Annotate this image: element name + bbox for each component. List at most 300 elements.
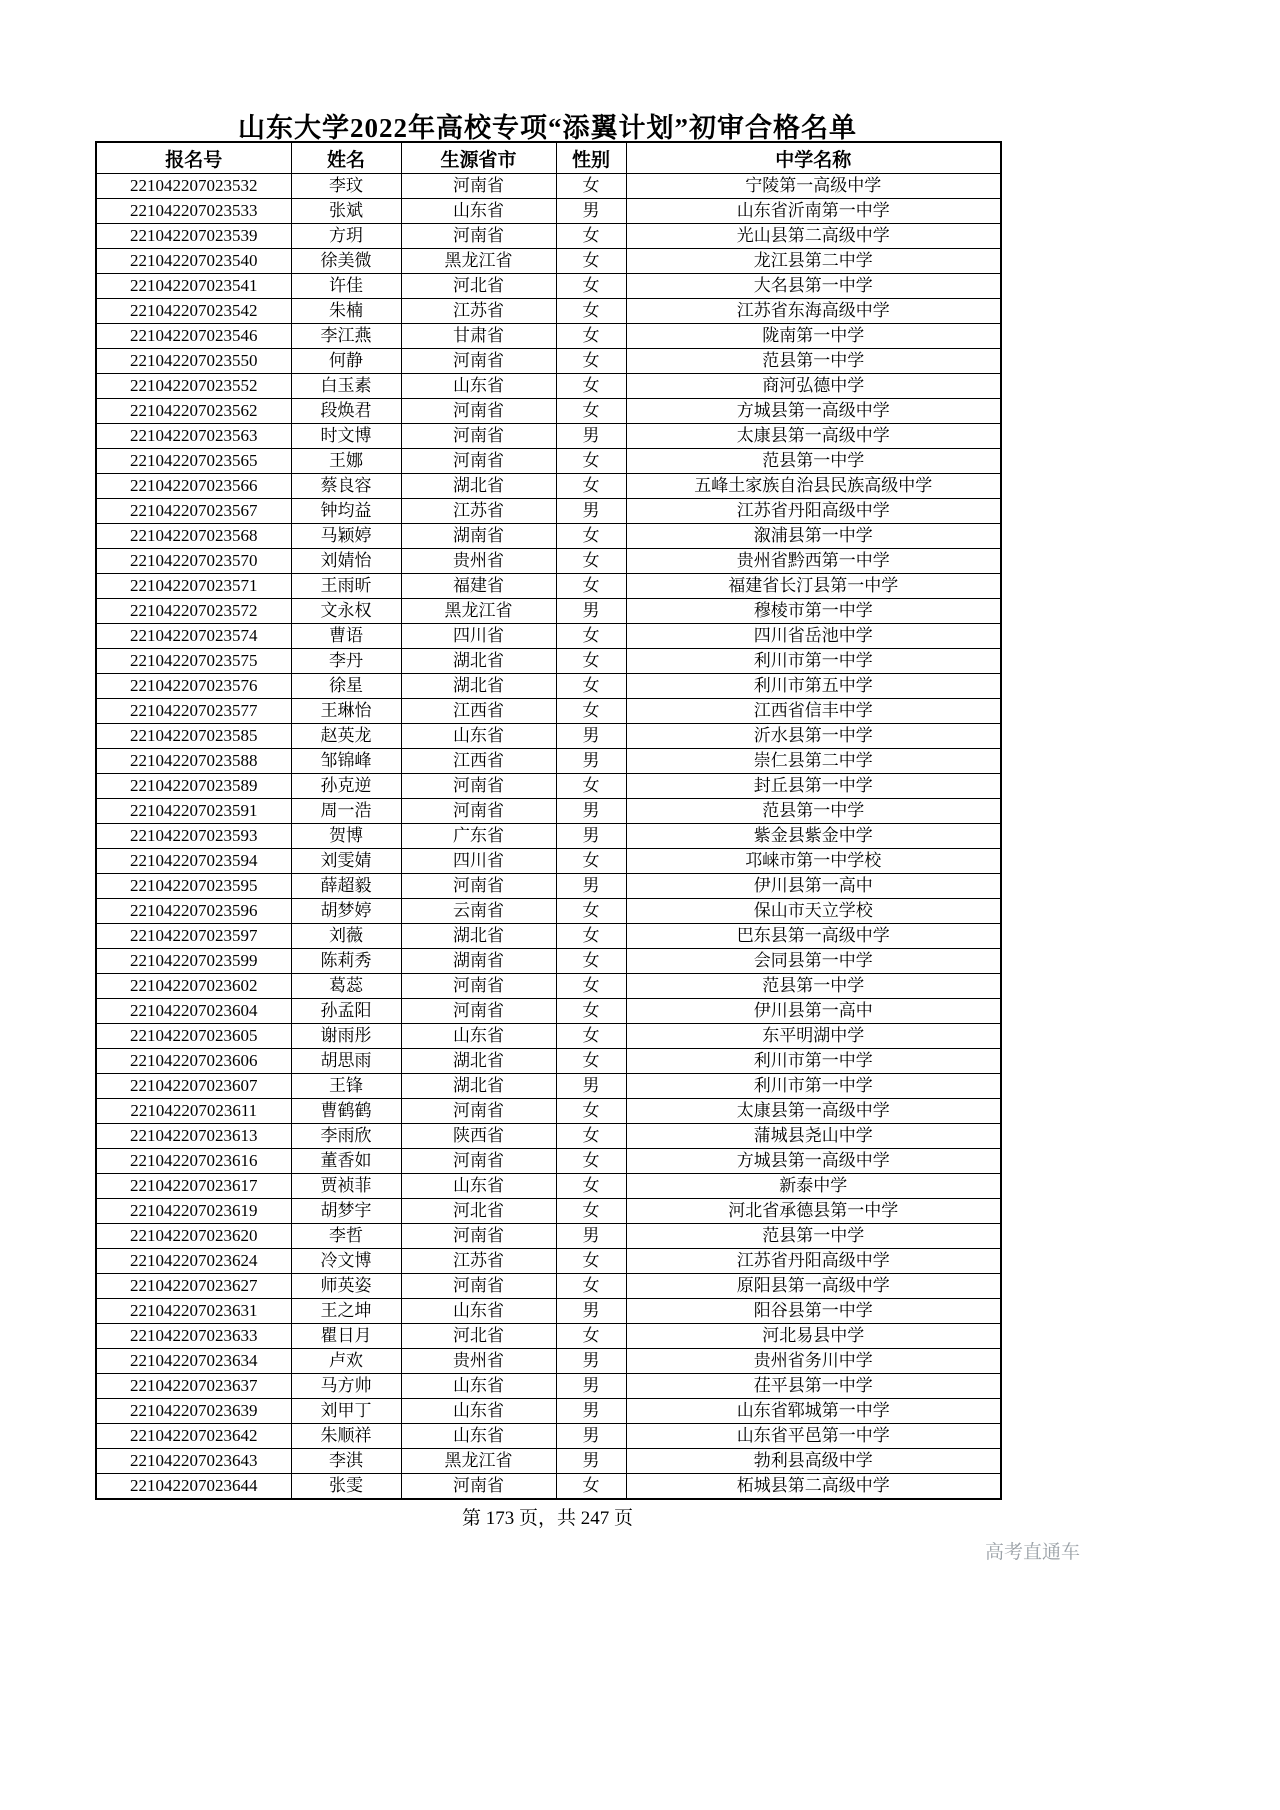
table-row [96,1199,1001,1224]
table-cell: 江西省信丰中学 [626,699,1001,724]
table-row [96,1024,1001,1049]
table-cell: 伊川县第一高中 [626,999,1001,1024]
table-row [96,524,1001,549]
table-cell: 阳谷县第一中学 [626,1299,1001,1324]
table-cell: 谢雨彤 [291,1024,401,1049]
table-cell: 柘城县第二高级中学 [626,1474,1001,1500]
table-cell: 女 [556,1474,626,1500]
table-row [96,699,1001,724]
table-cell: 穆棱市第一中学 [626,599,1001,624]
table-cell: 崇仁县第二中学 [626,749,1001,774]
table-cell: 蒲城县尧山中学 [626,1124,1001,1149]
table-cell: 女 [556,374,626,399]
column-header: 中学名称 [626,142,1001,174]
table-cell: 女 [556,1149,626,1174]
table-cell: 商河弘德中学 [626,374,1001,399]
table-row [96,249,1001,274]
table-cell: 薛超毅 [291,874,401,899]
table-cell: 男 [556,824,626,849]
table-cell: 221042207023577 [96,699,291,724]
table-cell: 大名县第一中学 [626,274,1001,299]
table-cell: 宁陵第一高级中学 [626,174,1001,199]
table-cell: 江苏省 [401,1249,556,1274]
table-cell: 男 [556,1449,626,1474]
table-cell: 221042207023637 [96,1374,291,1399]
table-row [96,499,1001,524]
table-cell: 黑龙江省 [401,599,556,624]
table-cell: 221042207023575 [96,649,291,674]
table-cell: 江苏省 [401,499,556,524]
table-cell: 沂水县第一中学 [626,724,1001,749]
table-row [96,549,1001,574]
table-row [96,1149,1001,1174]
table-row [96,774,1001,799]
table-row [96,874,1001,899]
table-cell: 山东省郓城第一中学 [626,1399,1001,1424]
table-cell: 湖北省 [401,1074,556,1099]
table-row [96,1124,1001,1149]
table-cell: 221042207023627 [96,1274,291,1299]
table-cell: 河南省 [401,1099,556,1124]
table-cell: 男 [556,749,626,774]
table-cell: 男 [556,1399,626,1424]
table-row [96,824,1001,849]
table-cell: 原阳县第一高级中学 [626,1274,1001,1299]
table-cell: 女 [556,449,626,474]
table-cell: 许佳 [291,274,401,299]
table-cell: 四川省 [401,849,556,874]
table-body [96,174,1001,1500]
table-cell: 会同县第一中学 [626,949,1001,974]
table-cell: 女 [556,1049,626,1074]
table-row [96,1224,1001,1249]
table-row [96,849,1001,874]
table-cell: 伊川县第一高中 [626,874,1001,899]
table-cell: 勃利县高级中学 [626,1449,1001,1474]
table-row [96,599,1001,624]
table-cell: 女 [556,524,626,549]
table-cell: 221042207023633 [96,1324,291,1349]
roster-table [95,141,1002,1500]
table-cell: 221042207023631 [96,1299,291,1324]
table-cell: 山东省 [401,199,556,224]
table-cell: 男 [556,1424,626,1449]
table-cell: 李哲 [291,1224,401,1249]
table-cell: 221042207023546 [96,324,291,349]
table-cell: 白玉素 [291,374,401,399]
table-cell: 河南省 [401,399,556,424]
table-cell: 王之坤 [291,1299,401,1324]
table-cell: 女 [556,1174,626,1199]
table-row [96,574,1001,599]
column-header: 报名号 [96,142,291,174]
table-cell: 221042207023619 [96,1199,291,1224]
table-cell: 五峰土家族自治县民族高级中学 [626,474,1001,499]
table-cell: 段焕君 [291,399,401,424]
table-cell: 221042207023571 [96,574,291,599]
table-cell: 河北省承德县第一中学 [626,1199,1001,1224]
table-cell: 221042207023606 [96,1049,291,1074]
table-row [96,799,1001,824]
table-cell: 221042207023565 [96,449,291,474]
table-cell: 221042207023602 [96,974,291,999]
table-row [96,949,1001,974]
table-cell: 马方帅 [291,1374,401,1399]
table-cell: 孙孟阳 [291,999,401,1024]
table-cell: 男 [556,724,626,749]
table-row [96,199,1001,224]
table-cell: 董香如 [291,1149,401,1174]
table-cell: 221042207023624 [96,1249,291,1274]
table-cell: 男 [556,599,626,624]
table-cell: 221042207023567 [96,499,291,524]
table-cell: 方城县第一高级中学 [626,1149,1001,1174]
table-cell: 221042207023611 [96,1099,291,1124]
table-row [96,999,1001,1024]
table-cell: 徐星 [291,674,401,699]
table-cell: 221042207023542 [96,299,291,324]
table-cell: 山东省 [401,1424,556,1449]
table-cell: 河南省 [401,974,556,999]
table-cell: 利川市第一中学 [626,649,1001,674]
table-cell: 山东省平邑第一中学 [626,1424,1001,1449]
table-cell: 221042207023585 [96,724,291,749]
table-cell: 贺博 [291,824,401,849]
table-cell: 221042207023642 [96,1424,291,1449]
table-cell: 男 [556,1349,626,1374]
table-cell: 贵州省 [401,549,556,574]
table-cell: 王琳怡 [291,699,401,724]
table-cell: 湖北省 [401,474,556,499]
table-cell: 赵英龙 [291,724,401,749]
table-row [96,274,1001,299]
table-cell: 封丘县第一中学 [626,774,1001,799]
table-cell: 何静 [291,349,401,374]
table-cell: 太康县第一高级中学 [626,1099,1001,1124]
table-cell: 女 [556,974,626,999]
table-row [96,649,1001,674]
table-cell: 女 [556,1199,626,1224]
table-cell: 范县第一中学 [626,974,1001,999]
table-cell: 徐美微 [291,249,401,274]
table-row [96,1299,1001,1324]
table-cell: 221042207023566 [96,474,291,499]
table-row [96,1474,1001,1500]
table-cell: 221042207023617 [96,1174,291,1199]
table-cell: 221042207023568 [96,524,291,549]
table-cell: 山东省沂南第一中学 [626,199,1001,224]
table-row [96,1249,1001,1274]
table-cell: 221042207023613 [96,1124,291,1149]
table-row [96,374,1001,399]
table-cell: 湖北省 [401,1049,556,1074]
table-cell: 221042207023541 [96,274,291,299]
table-row [96,924,1001,949]
table-cell: 女 [556,324,626,349]
table-cell: 女 [556,224,626,249]
table-row [96,1174,1001,1199]
table-row [96,399,1001,424]
table-cell: 河南省 [401,224,556,249]
table-cell: 女 [556,549,626,574]
table-row [96,474,1001,499]
table-cell: 女 [556,999,626,1024]
table-cell: 范县第一中学 [626,799,1001,824]
table-cell: 221042207023594 [96,849,291,874]
table-cell: 李江燕 [291,324,401,349]
table-cell: 女 [556,699,626,724]
table-cell: 221042207023563 [96,424,291,449]
table-cell: 刘雯婧 [291,849,401,874]
table-cell: 湖北省 [401,924,556,949]
table-cell: 221042207023604 [96,999,291,1024]
column-header: 姓名 [291,142,401,174]
table-cell: 紫金县紫金中学 [626,824,1001,849]
table-row [96,1424,1001,1449]
table-cell: 女 [556,1249,626,1274]
table-cell: 女 [556,899,626,924]
table-cell: 张雯 [291,1474,401,1500]
table-cell: 河南省 [401,774,556,799]
table-row [96,1074,1001,1099]
table-cell: 贵州省黔西第一中学 [626,549,1001,574]
table-row [96,1349,1001,1374]
table-cell: 河南省 [401,874,556,899]
table-cell: 女 [556,649,626,674]
page-title: 山东大学2022年高校专项“添翼计划”初审合格名单 [238,113,857,143]
table-cell: 221042207023533 [96,199,291,224]
table-cell: 221042207023570 [96,549,291,574]
table-cell: 湖南省 [401,524,556,549]
table-cell: 山东省 [401,1174,556,1199]
table-cell: 文永权 [291,599,401,624]
table-cell: 221042207023552 [96,374,291,399]
table-cell: 胡思雨 [291,1049,401,1074]
table-cell: 221042207023593 [96,824,291,849]
table-cell: 冷文博 [291,1249,401,1274]
table-cell: 221042207023644 [96,1474,291,1500]
table-cell: 女 [556,399,626,424]
table-cell: 黑龙江省 [401,249,556,274]
table-cell: 女 [556,1124,626,1149]
column-header: 性别 [556,142,626,174]
table-cell: 女 [556,774,626,799]
table-cell: 葛蕊 [291,974,401,999]
table-cell: 马颖婷 [291,524,401,549]
table-cell: 利川市第一中学 [626,1049,1001,1074]
table-cell: 范县第一中学 [626,449,1001,474]
table-cell: 221042207023589 [96,774,291,799]
table-cell: 河北易县中学 [626,1324,1001,1349]
table-cell: 山东省 [401,1374,556,1399]
table-cell: 河南省 [401,1149,556,1174]
table-cell: 女 [556,1324,626,1349]
table-row [96,749,1001,774]
table-cell: 陕西省 [401,1124,556,1149]
table-cell: 山东省 [401,374,556,399]
table-cell: 太康县第一高级中学 [626,424,1001,449]
table-cell: 221042207023532 [96,174,291,199]
table-cell: 221042207023539 [96,224,291,249]
table-cell: 曹语 [291,624,401,649]
table-cell: 邹锦峰 [291,749,401,774]
table-cell: 山东省 [401,1399,556,1424]
table-cell: 221042207023562 [96,399,291,424]
table-cell: 女 [556,574,626,599]
table-cell: 男 [556,874,626,899]
header-row [96,142,1001,174]
table-cell: 河南省 [401,424,556,449]
table-cell: 新泰中学 [626,1174,1001,1199]
table-cell: 江苏省丹阳高级中学 [626,499,1001,524]
table-cell: 贵州省 [401,1349,556,1374]
table-cell: 河南省 [401,999,556,1024]
table-row [96,674,1001,699]
table-cell: 女 [556,249,626,274]
table-cell: 方城县第一高级中学 [626,399,1001,424]
table-cell: 河南省 [401,174,556,199]
table-cell: 湖北省 [401,649,556,674]
table-cell: 王娜 [291,449,401,474]
table-cell: 河北省 [401,1324,556,1349]
table-cell: 陈莉秀 [291,949,401,974]
table-cell: 范县第一中学 [626,1224,1001,1249]
table-cell: 女 [556,924,626,949]
table-cell: 女 [556,949,626,974]
table-cell: 女 [556,849,626,874]
table-cell: 221042207023616 [96,1149,291,1174]
table-cell: 221042207023605 [96,1024,291,1049]
table-cell: 河南省 [401,1224,556,1249]
table-cell: 光山县第二高级中学 [626,224,1001,249]
table-cell: 四川省岳池中学 [626,624,1001,649]
table-cell: 贵州省务川中学 [626,1349,1001,1374]
table-cell: 女 [556,474,626,499]
table-row [96,724,1001,749]
table-cell: 江西省 [401,749,556,774]
table-cell: 女 [556,274,626,299]
table-cell: 方玥 [291,224,401,249]
table-cell: 卢欢 [291,1349,401,1374]
table-row [96,974,1001,999]
table-cell: 黑龙江省 [401,1449,556,1474]
table-cell: 221042207023597 [96,924,291,949]
table-cell: 河南省 [401,449,556,474]
table-cell: 女 [556,624,626,649]
table-row [96,449,1001,474]
table-row [96,899,1001,924]
table-cell: 广东省 [401,824,556,849]
table-cell: 周一浩 [291,799,401,824]
table-cell: 女 [556,299,626,324]
table-cell: 瞿日月 [291,1324,401,1349]
table-cell: 221042207023591 [96,799,291,824]
table-cell: 河南省 [401,1274,556,1299]
table-cell: 张斌 [291,199,401,224]
table-cell: 龙江县第二中学 [626,249,1001,274]
table-cell: 男 [556,1374,626,1399]
table-cell: 胡梦宇 [291,1199,401,1224]
table-cell: 女 [556,1099,626,1124]
table-cell: 甘肃省 [401,324,556,349]
table-cell: 胡梦婷 [291,899,401,924]
table-cell: 男 [556,1299,626,1324]
table-row [96,1049,1001,1074]
table-cell: 河南省 [401,1474,556,1500]
table-cell: 221042207023550 [96,349,291,374]
table-cell: 男 [556,424,626,449]
table-cell: 221042207023599 [96,949,291,974]
table-cell: 男 [556,499,626,524]
table-cell: 221042207023639 [96,1399,291,1424]
table-cell: 王雨昕 [291,574,401,599]
table-cell: 福建省 [401,574,556,599]
table-cell: 221042207023596 [96,899,291,924]
table-cell: 221042207023620 [96,1224,291,1249]
table-cell: 朱顺祥 [291,1424,401,1449]
table-row [96,1449,1001,1474]
table-cell: 湖北省 [401,674,556,699]
table-cell: 邛崃市第一中学校 [626,849,1001,874]
table-row [96,1099,1001,1124]
table-cell: 江苏省 [401,299,556,324]
table-cell: 221042207023643 [96,1449,291,1474]
table-cell: 师英姿 [291,1274,401,1299]
table-cell: 蔡良容 [291,474,401,499]
table-cell: 孙克逆 [291,774,401,799]
table-cell: 河南省 [401,349,556,374]
watermark: 高考直通车 [985,1542,1081,1563]
table-cell: 河北省 [401,274,556,299]
table-row [96,1374,1001,1399]
table-cell: 男 [556,1224,626,1249]
table-cell: 湖南省 [401,949,556,974]
table-cell: 221042207023576 [96,674,291,699]
table-cell: 李雨欣 [291,1124,401,1149]
table-row [96,1399,1001,1424]
column-header: 生源省市 [401,142,556,174]
table-cell: 利川市第五中学 [626,674,1001,699]
table-cell: 云南省 [401,899,556,924]
table-cell: 221042207023607 [96,1074,291,1099]
table-cell: 江西省 [401,699,556,724]
table-cell: 河北省 [401,1199,556,1224]
table-cell: 江苏省东海高级中学 [626,299,1001,324]
table-cell: 山东省 [401,724,556,749]
table-cell: 女 [556,674,626,699]
table-cell: 王锋 [291,1074,401,1099]
table-row [96,299,1001,324]
table-cell: 刘甲丁 [291,1399,401,1424]
table-cell: 221042207023634 [96,1349,291,1374]
table-cell: 钟均益 [291,499,401,524]
table-cell: 保山市天立学校 [626,899,1001,924]
table-row [96,1324,1001,1349]
table-row [96,624,1001,649]
table-cell: 女 [556,349,626,374]
table-cell: 四川省 [401,624,556,649]
table-cell: 山东省 [401,1024,556,1049]
table-cell: 利川市第一中学 [626,1074,1001,1099]
table-cell: 男 [556,199,626,224]
table-row [96,349,1001,374]
table-cell: 东平明湖中学 [626,1024,1001,1049]
table-cell: 曹鹤鹤 [291,1099,401,1124]
page-number: 第 173 页，共 247 页 [461,1508,633,1529]
table-cell: 范县第一中学 [626,349,1001,374]
table-row [96,1274,1001,1299]
table-cell: 山东省 [401,1299,556,1324]
